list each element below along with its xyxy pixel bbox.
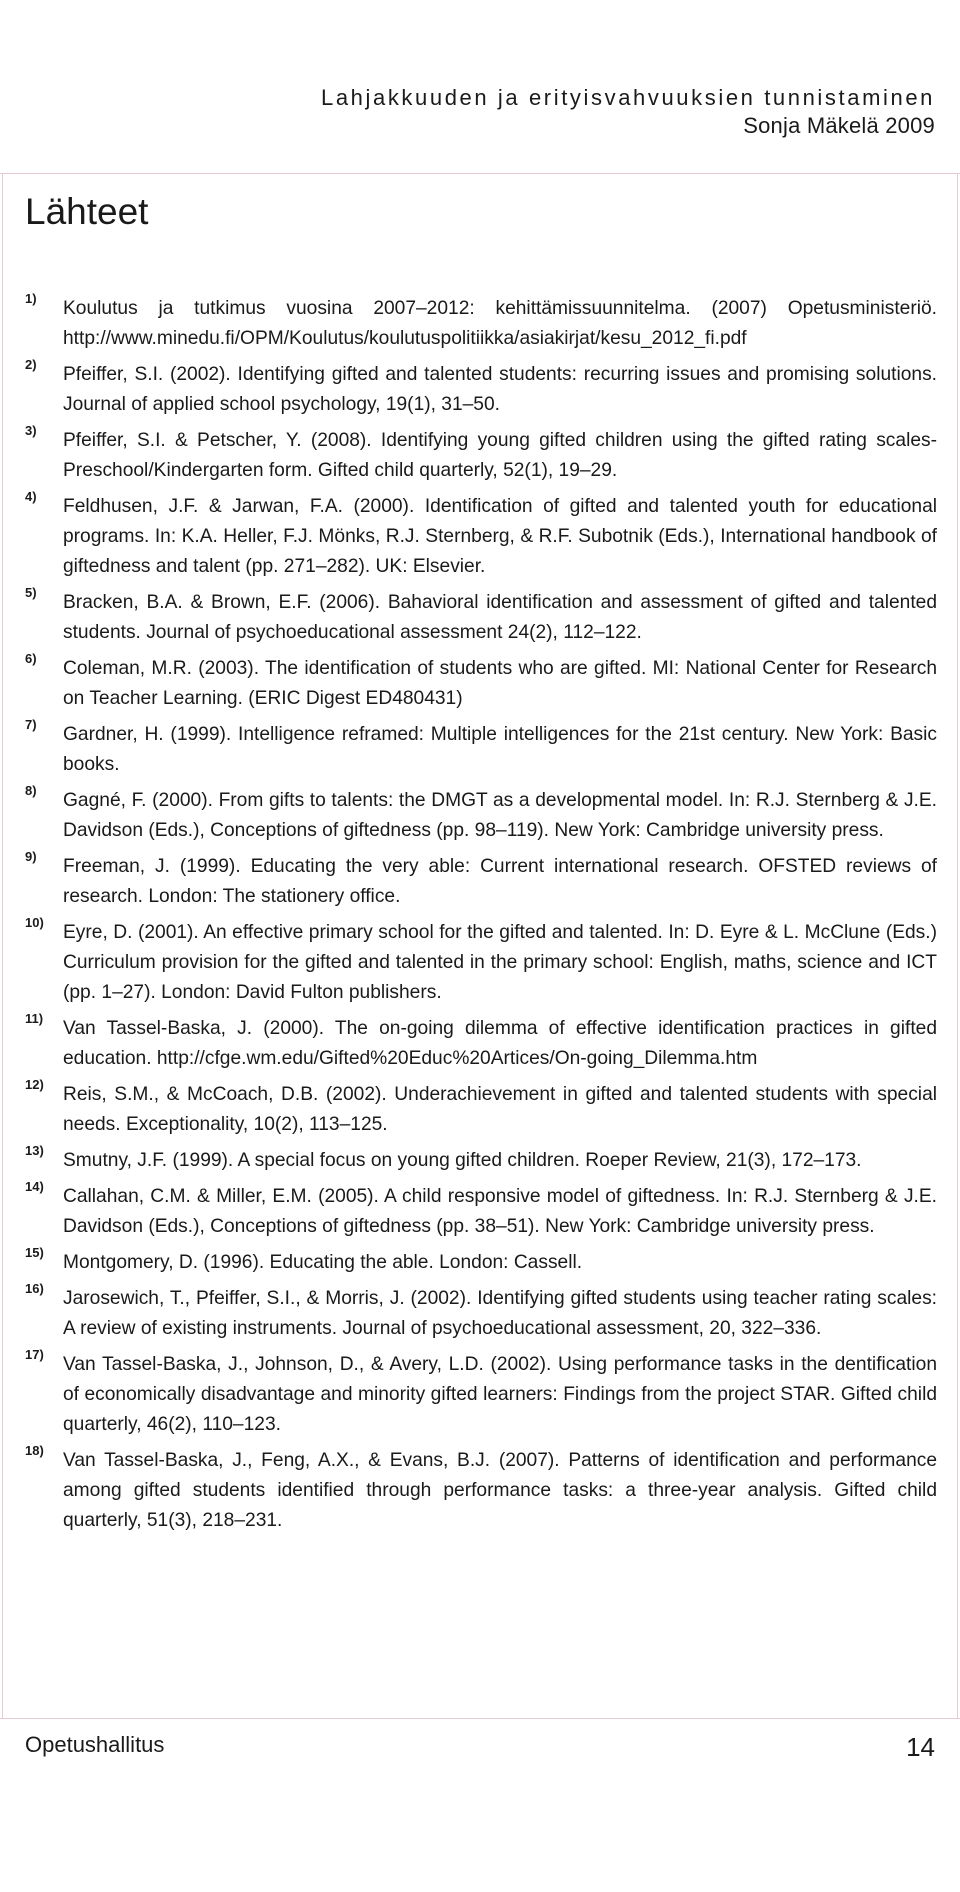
page-number: 14 — [906, 1732, 935, 1762]
reference-item — [25, 783, 937, 846]
reference-item — [25, 423, 937, 486]
reference-text: Pfeiffer, S.I. & Petscher, Y. (2008). Identifying young gifted children using the gifted rating scales-Preschool/Kindergarten form. Gifted child quarterly, 52(1), 19–29. — [63, 430, 937, 481]
reference-number: 1) — [25, 291, 37, 306]
reference-item — [25, 489, 937, 582]
reference-text: Coleman, M.R. (2003). The identification of students who are gifted. MI: National Center for Research on Teacher Learning. (ERIC Digest ED480431) — [63, 658, 937, 709]
reference-item — [25, 585, 937, 648]
reference-text: Pfeiffer, S.I. (2002). Identifying gifted and talented students: recurring issues and promising solutions. Journal of applied school psychology, 19(1), 31–50. — [63, 364, 937, 415]
reference-text: Feldhusen, J.F. & Jarwan, F.A. (2000). Identification of gifted and talented youth for educational programs. In: K.A. Heller, F.J. Mönks, R.J. Sternberg, & R.F. Subotnik (Eds.), International handbook of giftedness and talent (pp. 271–282). UK: Elsevier. — [63, 496, 937, 577]
reference-text: Freeman, J. (1999). Educating the very able: Current international research. OFSTED reviews of research. London: The stationery office. — [63, 856, 937, 907]
reference-number: 9) — [25, 849, 37, 864]
reference-number: 11) — [25, 1011, 44, 1026]
footer-publisher: Opetushallitus — [25, 1732, 165, 1757]
reference-item — [25, 291, 937, 354]
left-frame-rule — [2, 173, 3, 1718]
reference-number: 15) — [25, 1245, 44, 1260]
reference-text: Van Tassel-Baska, J., Johnson, D., & Avery, L.D. (2002). Using performance tasks in the dentification of economically disadvantage and minority gifted learners: Findings from the project STAR. Gifted child quarterly, 46(2), 110–123. — [63, 1354, 937, 1435]
reference-number: 5) — [25, 585, 37, 600]
reference-item — [25, 1179, 937, 1242]
reference-item — [25, 1443, 937, 1536]
reference-text: Van Tassel-Baska, J., Feng, A.X., & Evans, B.J. (2007). Patterns of identification and performance among gifted students identified through performance tasks: a three-year analysis. Gifted child quarterly, 51(3), 218–231. — [63, 1450, 937, 1531]
document-title: Lahjakkuuden ja erityisvahvuuksien tunnistaminen — [321, 85, 935, 110]
reference-item — [25, 1347, 937, 1440]
reference-item — [25, 717, 937, 780]
reference-number: 12) — [25, 1077, 44, 1092]
reference-text: Van Tassel-Baska, J. (2000). The on-going dilemma of effective identification practices in gifted education. http://cfge.wm.edu/Gifted%20Educ%20Artices/On-going_Dilemma.htm — [63, 1018, 937, 1069]
reference-item — [25, 1011, 937, 1074]
top-rule — [0, 173, 960, 174]
reference-number: 14) — [25, 1179, 44, 1194]
reference-text: Jarosewich, T., Pfeiffer, S.I., & Morris, J. (2002). Identifying gifted students using teacher rating scales: A review of existing instruments. Journal of psychoeducational assessment, 20, 322–336. — [63, 1288, 937, 1339]
reference-text: Reis, S.M., & McCoach, D.B. (2002). Underachievement in gifted and talented students with special needs. Exceptionality, 10(2), 113–125. — [63, 1084, 937, 1135]
reference-text: Eyre, D. (2001). An effective primary school for the gifted and talented. In: D. Eyre & L. McClune (Eds.) Curriculum provision for the gifted and talented in the primary school: English, maths, science and ICT (pp. 1–27). London: David Fulton publishers. — [63, 922, 937, 1003]
reference-item — [25, 1143, 937, 1176]
reference-item — [25, 915, 937, 1008]
reference-text: Gagné, F. (2000). From gifts to talents: the DMGT as a developmental model. In: R.J. Sternberg & J.E. Davidson (Eds.), Conceptions of giftedness (pp. 98–119). New York: Cambridge university press. — [63, 790, 937, 841]
bottom-rule — [0, 1718, 960, 1719]
reference-item — [25, 1077, 937, 1140]
page-header — [321, 84, 935, 140]
reference-number: 16) — [25, 1281, 44, 1296]
reference-number: 10) — [25, 915, 44, 930]
reference-number: 2) — [25, 357, 37, 372]
reference-number: 3) — [25, 423, 37, 438]
reference-item — [25, 1245, 937, 1278]
reference-text: Callahan, C.M. & Miller, E.M. (2005). A child responsive model of giftedness. In: R.J. Sternberg & J.E. Davidson (Eds.), Conceptions of giftedness (pp. 38–51). New York: Cambridge university press. — [63, 1186, 937, 1237]
right-frame-rule — [957, 173, 958, 1718]
reference-item — [25, 357, 937, 420]
reference-number: 8) — [25, 783, 37, 798]
reference-number: 18) — [25, 1443, 44, 1458]
reference-number: 13) — [25, 1143, 44, 1158]
reference-item — [25, 651, 937, 714]
reference-number: 4) — [25, 489, 37, 504]
reference-text: Montgomery, D. (1996). Educating the able. London: Cassell. — [63, 1252, 583, 1273]
reference-item — [25, 849, 937, 912]
reference-number: 17) — [25, 1347, 44, 1362]
reference-list — [25, 291, 937, 1542]
author-year: Sonja Mäkelä 2009 — [743, 113, 935, 138]
reference-item — [25, 1281, 937, 1344]
reference-text: Smutny, J.F. (1999). A special focus on young gifted children. Roeper Review, 21(3), 172–173. — [63, 1150, 862, 1171]
reference-text: Koulutus ja tutkimus vuosina 2007–2012: kehittämissuunnitelma. (2007) Opetusministeriö. http://www.minedu.fi/OPM/Koulutus/koulutuspolitiikka/asiakirjat/kesu_2012_fi.pdf — [63, 298, 937, 349]
reference-number: 7) — [25, 717, 37, 732]
reference-text: Gardner, H. (1999). Intelligence reframed: Multiple intelligences for the 21st century. New York: Basic books. — [63, 724, 937, 775]
reference-number: 6) — [25, 651, 37, 666]
page-title: Lähteet — [25, 191, 149, 232]
reference-text: Bracken, B.A. & Brown, E.F. (2006). Bahavioral identification and assessment of gifted and talented students. Journal of psychoeducational assessment 24(2), 112–122. — [63, 592, 937, 643]
